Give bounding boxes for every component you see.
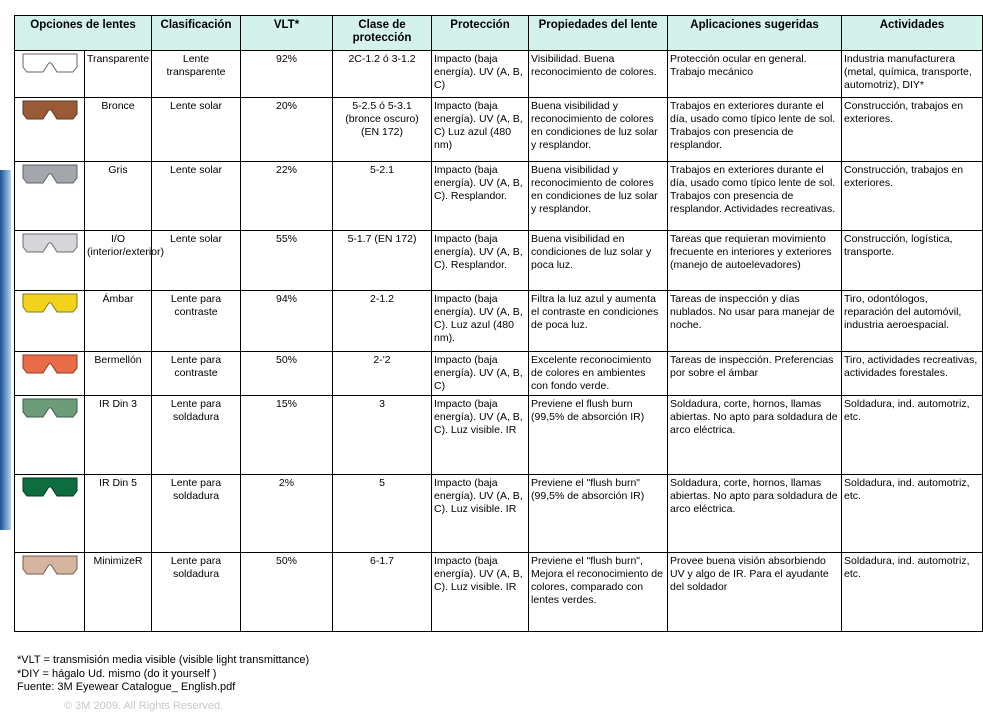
lens-activities: Soldadura, ind. automotriz, etc. bbox=[842, 396, 983, 475]
lens-vlt: 15% bbox=[241, 396, 333, 475]
lens-protection: Impacto (baja energía). UV (A, B, C). Resplandor. bbox=[432, 162, 529, 231]
lens-vlt: 92% bbox=[241, 51, 333, 98]
lens-name: Bermellón bbox=[85, 352, 152, 396]
lens-swatch-cell bbox=[15, 98, 85, 162]
copyright-text: © 3M 2009. All Rights Reserved. bbox=[64, 700, 224, 712]
lens-name: IR Din 3 bbox=[85, 396, 152, 475]
lens-shape bbox=[23, 101, 77, 119]
lens-shape bbox=[23, 165, 77, 183]
lens-protection: Impacto (baja energía). UV (A, B, C) Luz azul (480 nm) bbox=[432, 98, 529, 162]
lens-properties: Excelente reconocimiento de colores en ambientes con fondo verde. bbox=[529, 352, 668, 396]
lens-properties: Previene el "flush burn", Mejora el reconocimiento de colores, comparado con lentes verdes. bbox=[529, 553, 668, 632]
header-classification: Clasificación bbox=[152, 16, 241, 51]
lens-shape bbox=[23, 478, 77, 496]
lens-swatch-cell bbox=[15, 231, 85, 291]
lens-classification: Lente para contraste bbox=[152, 352, 241, 396]
lens-icon bbox=[22, 398, 78, 418]
lens-protection-class: 2C-1.2 ó 3-1.2 bbox=[333, 51, 432, 98]
lens-protection: Impacto (baja energía). UV (A, B, C) bbox=[432, 352, 529, 396]
lens-properties: Visibilidad. Buena reconocimiento de colores. bbox=[529, 51, 668, 98]
lens-vlt: 22% bbox=[241, 162, 333, 231]
lens-vlt: 55% bbox=[241, 231, 333, 291]
header-properties: Propiedades del lente bbox=[529, 16, 668, 51]
footnotes bbox=[17, 654, 309, 695]
lens-shape bbox=[23, 556, 77, 574]
lens-options-table bbox=[14, 15, 983, 632]
lens-icon bbox=[22, 233, 78, 253]
lens-name: Transparente bbox=[85, 51, 152, 98]
lens-applications: Provee buena visión absorbiendo UV y algo de IR. Para el ayudante del soldador bbox=[668, 553, 842, 632]
side-accent-bar bbox=[0, 170, 11, 530]
lens-activities: Construcción, trabajos en exteriores. bbox=[842, 162, 983, 231]
lens-protection: Impacto (baja energía). UV (A, B, C). Luz visible. IR bbox=[432, 396, 529, 475]
lens-shape bbox=[23, 234, 77, 252]
lens-classification: Lente solar bbox=[152, 162, 241, 231]
lens-name: Ámbar bbox=[85, 291, 152, 352]
table-row bbox=[15, 51, 983, 98]
lens-applications: Trabajos en exteriores durante el día, usado como típico lente de sol. Trabajos con presencia de resplandor. bbox=[668, 98, 842, 162]
lens-swatch-cell bbox=[15, 291, 85, 352]
lens-icon bbox=[22, 53, 78, 73]
lens-applications: Protección ocular en general. Trabajo mecánico bbox=[668, 51, 842, 98]
lens-vlt: 20% bbox=[241, 98, 333, 162]
lens-shape bbox=[23, 54, 77, 72]
table-row bbox=[15, 475, 983, 553]
lens-applications: Tareas de inspección y días nublados. No usar para manejar de noche. bbox=[668, 291, 842, 352]
lens-protection: Impacto (baja energía). UV (A, B, C) bbox=[432, 51, 529, 98]
lens-name: Bronce bbox=[85, 98, 152, 162]
lens-applications: Soldadura, corte, hornos, llamas abiertas. No apto para soldadura de arco eléctrica. bbox=[668, 396, 842, 475]
table-row bbox=[15, 98, 983, 162]
header-options: Opciones de lentes bbox=[15, 16, 152, 51]
lens-classification: Lente para contraste bbox=[152, 291, 241, 352]
header-activities: Actividades bbox=[842, 16, 983, 51]
lens-name: I/O (interior/exterior) bbox=[85, 231, 152, 291]
lens-swatch-cell bbox=[15, 162, 85, 231]
lens-properties: Previene el flush burn (99,5% de absorción IR) bbox=[529, 396, 668, 475]
lens-shape bbox=[23, 294, 77, 312]
lens-swatch-cell bbox=[15, 51, 85, 98]
lens-activities: Soldadura, ind. automotriz, etc. bbox=[842, 475, 983, 553]
lens-applications: Trabajos en exteriores durante el día, usado como típico lente de sol. Trabajos con presencia de resplandor. Actividades recreativas. bbox=[668, 162, 842, 231]
lens-name: Gris bbox=[85, 162, 152, 231]
lens-protection-class: 5-2.1 bbox=[333, 162, 432, 231]
lens-vlt: 94% bbox=[241, 291, 333, 352]
table-row bbox=[15, 396, 983, 475]
header-applications: Aplicaciones sugeridas bbox=[668, 16, 842, 51]
lens-applications: Tareas de inspección. Preferencias por sobre el ámbar bbox=[668, 352, 842, 396]
table-row bbox=[15, 231, 983, 291]
lens-applications: Soldadura, corte, hornos, llamas abiertas. No apto para soldadura de arco eléctrica. bbox=[668, 475, 842, 553]
lens-swatch-cell bbox=[15, 352, 85, 396]
lens-protection-class: 5 bbox=[333, 475, 432, 553]
lens-activities: Industria manufacturera (metal, química, transporte, automotriz), DIY* bbox=[842, 51, 983, 98]
lens-classification: Lente para soldadura bbox=[152, 553, 241, 632]
header-vlt: VLT* bbox=[241, 16, 333, 51]
lens-protection-class: 3 bbox=[333, 396, 432, 475]
lens-icon bbox=[22, 555, 78, 575]
lens-properties: Buena visibilidad en condiciones de luz solar y poca luz. bbox=[529, 231, 668, 291]
lens-icon bbox=[22, 293, 78, 313]
lens-swatch-cell bbox=[15, 553, 85, 632]
lens-protection: Impacto (baja energía). UV (A, B, C). Luz visible. IR bbox=[432, 475, 529, 553]
lens-name: IR Din 5 bbox=[85, 475, 152, 553]
lens-icon bbox=[22, 477, 78, 497]
lens-properties: Buena visibilidad y reconocimiento de colores en condiciones de luz solar y resplandor. bbox=[529, 98, 668, 162]
lens-protection-class: 2-'2 bbox=[333, 352, 432, 396]
lens-protection-class: 6-1.7 bbox=[333, 553, 432, 632]
lens-swatch-cell bbox=[15, 396, 85, 475]
lens-classification: Lente solar bbox=[152, 231, 241, 291]
lens-properties: Filtra la luz azul y aumenta el contraste en condiciones de poca luz. bbox=[529, 291, 668, 352]
lens-classification: Lente transparente bbox=[152, 51, 241, 98]
lens-classification: Lente para soldadura bbox=[152, 475, 241, 553]
lens-protection: Impacto (baja energía). UV (A, B, C). Resplandor. bbox=[432, 231, 529, 291]
lens-name: MinimizeR bbox=[85, 553, 152, 632]
lens-activities: Construcción, trabajos en exteriores. bbox=[842, 98, 983, 162]
lens-icon bbox=[22, 354, 78, 374]
lens-activities: Tiro, odontólogos, reparación del automóvil, industria aeroespacial. bbox=[842, 291, 983, 352]
table-row bbox=[15, 352, 983, 396]
lens-activities: Construcción, logística, transporte. bbox=[842, 231, 983, 291]
lens-vlt: 50% bbox=[241, 553, 333, 632]
footnote-diy: *DIY = hágalo Ud. mismo (do it yourself ) bbox=[17, 667, 217, 680]
lens-protection-class: 2-1.2 bbox=[333, 291, 432, 352]
lens-classification: Lente para soldadura bbox=[152, 396, 241, 475]
footnote-source: Fuente: 3M Eyewear Catalogue_ English.pdf bbox=[17, 681, 236, 693]
lens-vlt: 2% bbox=[241, 475, 333, 553]
lens-applications: Tareas que requieran movimiento frecuente en interiores y exteriores (manejo de autoelevadores) bbox=[668, 231, 842, 291]
lens-shape bbox=[23, 399, 77, 417]
lens-shape bbox=[23, 355, 77, 373]
lens-vlt: 50% bbox=[241, 352, 333, 396]
lens-swatch-cell bbox=[15, 475, 85, 553]
lens-classification: Lente solar bbox=[152, 98, 241, 162]
lens-properties: Previene el "flush burn" (99,5% de absorción IR) bbox=[529, 475, 668, 553]
lens-icon bbox=[22, 100, 78, 120]
lens-protection: Impacto (baja energía). UV (A, B, C). Luz azul (480 nm). bbox=[432, 291, 529, 352]
header-protection-class: Clase de protección bbox=[333, 16, 432, 51]
table-row bbox=[15, 162, 983, 231]
header-protection: Protección bbox=[432, 16, 529, 51]
table-header-row bbox=[15, 16, 983, 51]
table-row bbox=[15, 291, 983, 352]
lens-activities: Soldadura, ind. automotriz, etc. bbox=[842, 553, 983, 632]
lens-properties: Buena visibilidad y reconocimiento de colores en condiciones de luz solar y resplandor. bbox=[529, 162, 668, 231]
table-row bbox=[15, 553, 983, 632]
lens-icon bbox=[22, 164, 78, 184]
lens-protection: Impacto (baja energía). UV (A, B, C). Luz visible. IR bbox=[432, 553, 529, 632]
lens-activities: Tiro, actividades recreativas, actividades forestales. bbox=[842, 352, 983, 396]
lens-protection-class: 5-1.7 (EN 172) bbox=[333, 231, 432, 291]
footnote-vlt: *VLT = transmisión media visible (visible light transmittance) bbox=[17, 654, 310, 666]
lens-protection-class: 5-2.5 ó 5-3.1 (bronce oscuro) (EN 172) bbox=[333, 98, 432, 162]
